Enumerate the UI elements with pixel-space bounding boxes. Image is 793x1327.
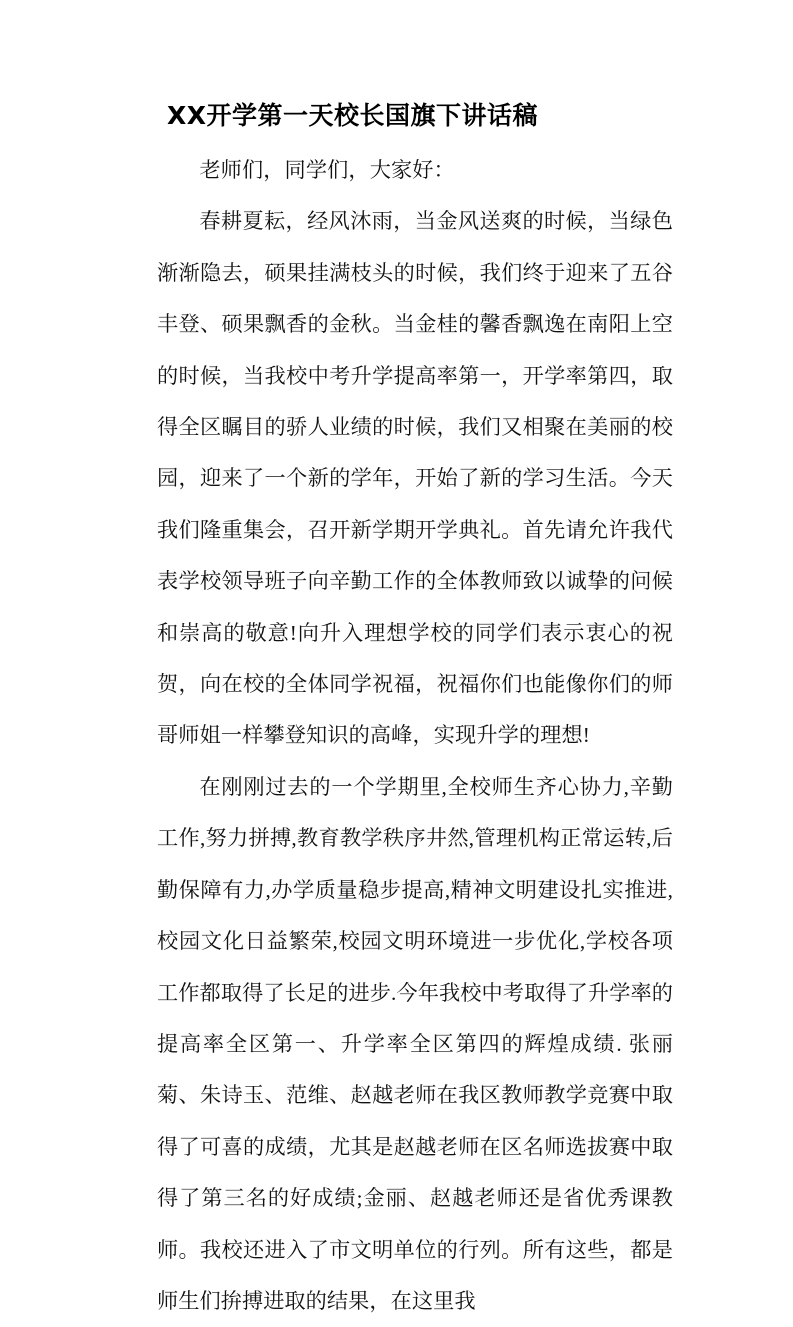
paragraph-last-semester-review: 在刚刚过去的一个学期里,全校师生齐心协力,辛勤工作,努力拼搏,教育教学秩序井然,管理机构正常运转,后勤保障有力,办学质量稳步提高,精神文明建设扎实推进,校园文化日益繁荣,校园文明环境进一步优化,学校各项工作都取得了长足的进步.今年我校中考取得了升学率的提高率全区第一、升学率全区第四的辉煌成绩. 张丽菊、朱诗玉、范维、赵越老师在我区教师教学竞赛中取得了可喜的成绩，尤其是赵越老师在区名师选拔赛中取得了第三名的好成绩;金丽、赵越老师还是省优秀课教师。我校还进入了市文明单位的行列。所有这些，都是师生们拚搏进取的结果，在这里我 <box>157 774 673 1313</box>
document-body <box>157 96 673 1327</box>
paragraph-opening-autumn: 春耕夏耘，经风沐雨，当金风送爽的时候，当绿色渐渐隐去，硕果挂满枝头的时候，我们终于迎来了五谷丰登、硕果飘香的金秋。当金桂的馨香飘逸在南阳上空的时候，当我校中考升学提高率第一，开学率第四，取得全区瞩目的骄人业绩的时候，我们又相聚在美丽的校园，迎来了一个新的学年，开始了新的学习生活。今天我们隆重集会，召开新学期开学典礼。首先请允许我代表学校领导班子向辛勤工作的全体教师致以诚挚的问候和崇高的敬意!向升入理想学校的同学们表示衷心的祝贺，向在校的全体同学祝福，祝福你们也能像你们的师哥师姐一样攀登知识的高峰，实现升学的理想! <box>157 209 673 748</box>
document-title: XX开学第一天校长国旗下讲话稿 <box>167 101 539 130</box>
paragraph-greeting: 老师们，同学们，大家好： <box>199 158 455 182</box>
